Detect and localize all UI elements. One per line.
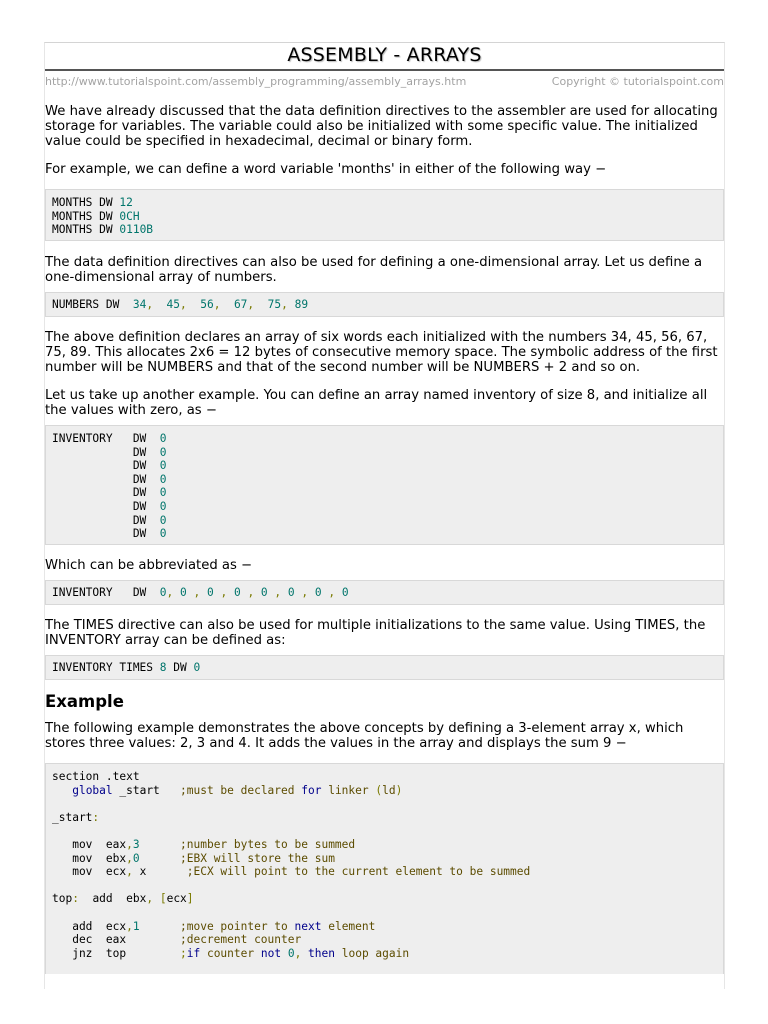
code-text: , bbox=[294, 946, 309, 960]
code-line bbox=[52, 223, 717, 237]
code-text: jnz top bbox=[52, 946, 180, 960]
code-line bbox=[52, 879, 717, 893]
code-text: DW bbox=[52, 527, 160, 541]
code-comment: ;decrement counter bbox=[179, 933, 302, 947]
code-keyword: if bbox=[186, 946, 201, 960]
code-line bbox=[52, 892, 717, 906]
code-block-months bbox=[45, 189, 724, 241]
code-number: 34 bbox=[132, 298, 147, 311]
code-number: 0 bbox=[159, 499, 167, 513]
code-block-inventory-short bbox=[45, 580, 724, 605]
code-block-inventory bbox=[45, 425, 724, 545]
code-line bbox=[52, 865, 717, 879]
code-comment: counter bbox=[200, 946, 261, 960]
code-line bbox=[52, 473, 717, 487]
code-number: 3 bbox=[132, 837, 140, 851]
paragraph-numbers-explained: The above definition declares an array of six words each initialized with the numbers 34, 45, 56, 67, 75, 89. This allocates 2x6 = 12 bytes of consecutive memory space. The symbolic address of the first number will be NUMBERS and that of the second number will be NUMBERS + 2 and so on. bbox=[45, 330, 718, 375]
code-text: mov ebx bbox=[52, 851, 127, 865]
code-text bbox=[153, 892, 160, 905]
code-text: ( bbox=[375, 783, 383, 797]
code-text: INVENTORY DW bbox=[52, 586, 160, 599]
code-text: DW bbox=[166, 661, 194, 674]
code-text: mov eax bbox=[52, 837, 127, 851]
code-block-times bbox=[45, 655, 724, 680]
code-text: x bbox=[132, 865, 187, 879]
code-text: , bbox=[294, 586, 315, 599]
code-text: add ebx bbox=[78, 892, 147, 906]
code-number: 67 bbox=[233, 298, 248, 311]
code-text: ecx bbox=[166, 892, 187, 906]
code-line bbox=[52, 500, 717, 514]
code-text: ] bbox=[186, 892, 194, 906]
code-comment: ld bbox=[382, 783, 396, 797]
code-text: : bbox=[72, 892, 79, 906]
code-comment: element bbox=[321, 919, 376, 933]
code-line bbox=[52, 770, 717, 784]
document-page bbox=[44, 42, 725, 989]
code-text: [ bbox=[159, 892, 167, 906]
code-text: , bbox=[281, 298, 295, 311]
code-text: DW bbox=[52, 472, 160, 486]
code-line bbox=[52, 838, 717, 852]
code-comment: ;ECX will point to the current element to be summed bbox=[186, 865, 531, 879]
code-line bbox=[52, 298, 717, 312]
code-text: _start bbox=[52, 810, 93, 824]
code-block-numbers bbox=[45, 292, 724, 317]
code-text: , bbox=[146, 892, 154, 906]
code-text: ) bbox=[395, 783, 403, 797]
code-text: DW bbox=[52, 445, 160, 459]
code-text: DW bbox=[52, 459, 160, 473]
code-number: 0 bbox=[193, 661, 201, 674]
source-url[interactable]: http://www.tutorialspoint.com/assembly_programming/assembly_arrays.htm bbox=[45, 75, 467, 88]
code-line bbox=[52, 661, 717, 675]
code-text: INVENTORY TIMES bbox=[52, 661, 160, 674]
title-bar bbox=[45, 43, 724, 71]
code-line bbox=[52, 920, 717, 934]
code-text: , bbox=[126, 837, 133, 851]
code-text: , bbox=[126, 919, 133, 933]
code-number: 0110B bbox=[119, 223, 154, 237]
paragraph-times: The TIMES directive can also be used for multiple initializations to the same value. Using TIMES, the INVENTORY array can be defined as: bbox=[45, 618, 706, 648]
code-number: 12 bbox=[119, 196, 133, 209]
code-comment: linker bbox=[321, 783, 376, 797]
code-number: 56 bbox=[200, 298, 214, 311]
paragraph-months-example: For example, we can define a word variable 'months' in either of the following way − bbox=[45, 162, 607, 177]
code-number: 89 bbox=[294, 298, 309, 311]
code-keyword: not bbox=[260, 946, 282, 960]
code-text: DW bbox=[52, 513, 160, 527]
code-comment: ;must be declared bbox=[180, 783, 302, 797]
code-number: 0 bbox=[287, 586, 295, 599]
code-number: 0CH bbox=[119, 209, 140, 223]
code-text: ; bbox=[179, 946, 187, 960]
code-text: , bbox=[126, 865, 133, 879]
code-text bbox=[140, 838, 180, 851]
code-text bbox=[140, 852, 180, 865]
code-comment: ;number bytes to be summed bbox=[180, 837, 356, 851]
code-line bbox=[52, 852, 717, 866]
code-line bbox=[52, 797, 717, 811]
code-block-example bbox=[45, 763, 724, 974]
code-text: _start bbox=[112, 783, 180, 797]
code-keyword: global bbox=[72, 783, 113, 797]
code-text bbox=[140, 920, 180, 933]
code-number: 0 bbox=[314, 586, 322, 599]
code-number: 0 bbox=[159, 486, 167, 500]
code-number: 0 bbox=[159, 513, 167, 527]
article-content bbox=[45, 104, 724, 974]
code-number: 0 bbox=[159, 472, 167, 486]
code-keyword: then bbox=[308, 946, 335, 960]
code-text: section .text bbox=[52, 770, 140, 783]
code-text: , bbox=[126, 851, 133, 865]
example-heading: Example bbox=[45, 692, 124, 711]
code-text: dec eax bbox=[52, 933, 180, 947]
code-line bbox=[52, 486, 717, 500]
code-text: , bbox=[213, 586, 234, 599]
code-line bbox=[52, 784, 717, 798]
code-text: MONTHS DW bbox=[52, 196, 120, 209]
code-line bbox=[52, 824, 717, 838]
code-text: , bbox=[240, 586, 261, 599]
code-number: 0 bbox=[159, 527, 167, 541]
code-number: 0 bbox=[341, 586, 349, 599]
code-comment: loop again bbox=[335, 946, 410, 960]
code-line bbox=[52, 586, 717, 600]
code-line bbox=[52, 527, 717, 541]
code-text: , bbox=[146, 298, 167, 311]
code-number: 0 bbox=[132, 851, 140, 865]
page-meta bbox=[45, 71, 724, 91]
code-keyword: for bbox=[301, 783, 322, 797]
code-text: DW bbox=[52, 499, 160, 513]
code-number: 0 bbox=[206, 586, 214, 599]
code-number: 75 bbox=[267, 298, 282, 311]
code-line bbox=[52, 210, 717, 224]
code-text: INVENTORY DW bbox=[52, 432, 160, 445]
code-number: 0 bbox=[233, 586, 241, 599]
code-line bbox=[52, 906, 717, 920]
code-line bbox=[52, 811, 717, 825]
code-number: 1 bbox=[132, 919, 140, 933]
copyright-notice: Copyright © tutorialspoint.com bbox=[551, 75, 724, 88]
code-text: MONTHS DW bbox=[52, 223, 120, 237]
code-comment bbox=[281, 947, 288, 960]
code-line bbox=[52, 196, 717, 210]
code-number: 0 bbox=[287, 946, 295, 960]
paragraph-intro: We have already discussed that the data definition directives to the assembler are used for allocating storage for variables. The variable could also be initialized with some specific value. The initialized value could be specified in hexadecimal, decimal or binary form. bbox=[45, 104, 718, 149]
code-comment: ;EBX will store the sum bbox=[180, 851, 335, 865]
code-number: 45 bbox=[166, 298, 181, 311]
code-text: , bbox=[267, 586, 288, 599]
paragraph-inventory-intro: Let us take up another example. You can define an array named inventory of size 8, and initialize all the values with zero, as − bbox=[45, 388, 708, 418]
code-line bbox=[52, 933, 717, 947]
code-number: 0 bbox=[159, 459, 167, 473]
code-text: MONTHS DW bbox=[52, 209, 120, 223]
page-title: ASSEMBLY - ARRAYS bbox=[287, 44, 482, 66]
code-text: , bbox=[166, 586, 181, 599]
code-text: , bbox=[247, 298, 268, 311]
code-text: : bbox=[92, 810, 100, 824]
code-text: add ecx bbox=[52, 919, 127, 933]
code-number: 8 bbox=[159, 661, 167, 674]
code-text: mov ecx bbox=[52, 865, 127, 879]
code-text: top bbox=[52, 892, 73, 906]
code-number: 0 bbox=[159, 432, 167, 445]
code-keyword: next bbox=[294, 919, 322, 933]
paragraph-abbreviated: Which can be abbreviated as − bbox=[45, 558, 253, 573]
code-text: , bbox=[321, 586, 342, 599]
code-text: , bbox=[186, 586, 207, 599]
code-text: DW bbox=[52, 486, 160, 500]
code-text: , bbox=[180, 298, 201, 311]
code-line bbox=[52, 459, 717, 473]
code-line bbox=[52, 947, 717, 961]
code-number: 0 bbox=[260, 586, 268, 599]
code-number: 0 bbox=[180, 586, 187, 599]
code-line bbox=[52, 432, 717, 446]
code-comment: ;move pointer to bbox=[180, 919, 295, 933]
code-text bbox=[52, 784, 72, 797]
code-line bbox=[52, 446, 717, 460]
code-number: 0 bbox=[159, 586, 167, 599]
code-line bbox=[52, 514, 717, 528]
paragraph-array-intro: The data definition directives can also be used for defining a one-dimensional array. Let us define a one-dimensional array of numbers. bbox=[45, 255, 703, 285]
paragraph-example-intro: The following example demonstrates the above concepts by defining a 3-element array x, which stores three values: 2, 3 and 4. It adds the values in the array and displays the sum 9 − bbox=[45, 721, 684, 751]
code-number: 0 bbox=[159, 445, 167, 459]
code-text: , bbox=[213, 298, 234, 311]
code-text: NUMBERS DW bbox=[52, 298, 133, 311]
